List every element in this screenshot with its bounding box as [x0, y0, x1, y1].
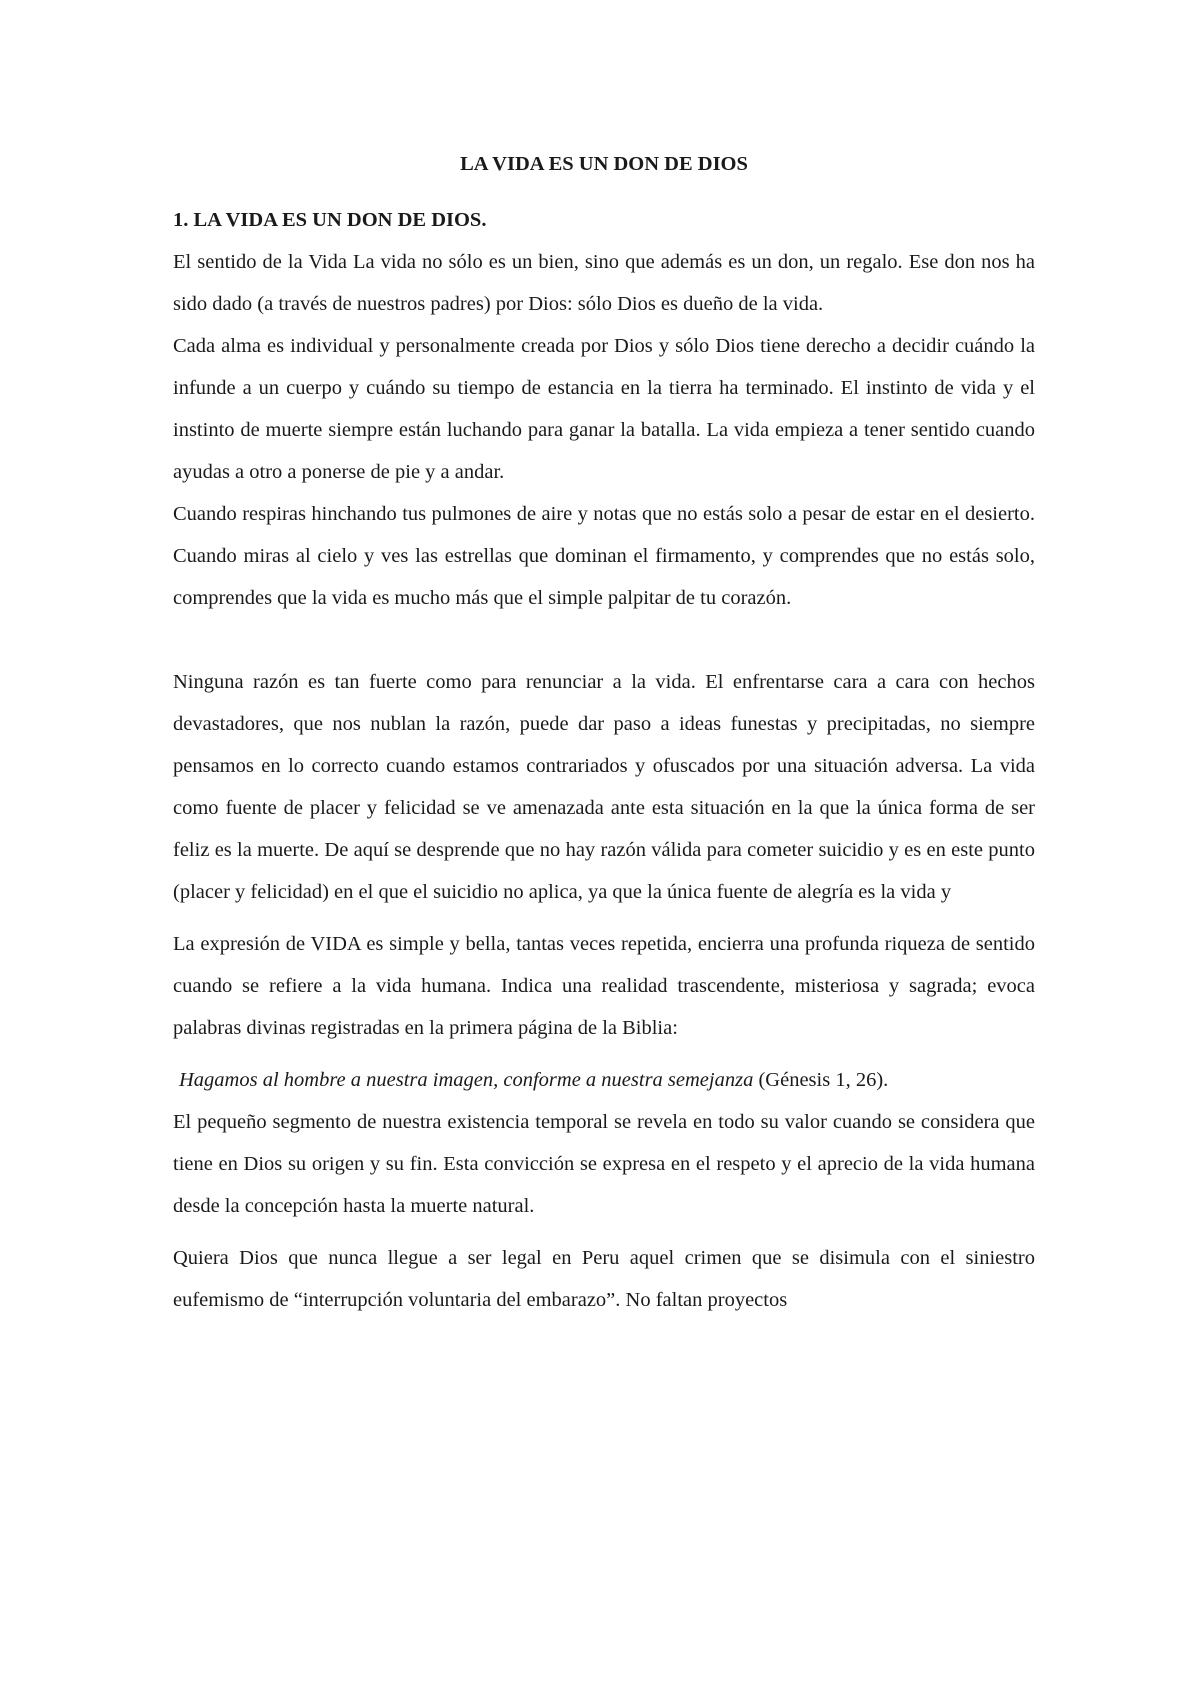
- paragraph-spacer: [173, 619, 1035, 661]
- paragraph-spacer: [173, 1049, 1035, 1059]
- paragraph-genesis-quote: [173, 1059, 1035, 1101]
- page-title: LA VIDA ES UN DON DE DIOS: [460, 153, 748, 175]
- genesis-reference: (Génesis 1, 26).: [753, 1069, 889, 1091]
- section-heading: 1. LA VIDA ES UN DON DE DIOS.: [173, 209, 487, 231]
- paragraph-sentido-de-la-vida: El sentido de la Vida La vida no sólo es un bien, sino que además es un don, un regalo. Ese don nos ha sido dado (a través de nuestros padres) por Dios: sólo Dios es dueño de la vida.: [173, 251, 1035, 315]
- genesis-quote: Hagamos al hombre a nuestra imagen, conforme a nuestra semejanza: [179, 1069, 754, 1091]
- paragraph-spacer: [173, 913, 1035, 923]
- paragraph-ninguna-razon: Ninguna razón es tan fuerte como para renunciar a la vida. El enfrentarse cara a cara con hechos devastadores, que nos nublan la razón, puede dar paso a ideas funestas y precipitadas, no siempre pensamos en lo correcto cuando estamos contrariados y ofuscados por una situación adversa. La vida como fuente de placer y felicidad se ve amenazada ante esta situación en la que la única forma de ser feliz es la muerte. De aquí se desprende que no hay razón válida para cometer suicidio y es en este punto (placer y felicidad) en el que el suicidio no aplica, ya que la única fuente de alegría es la vida y: [173, 671, 1035, 903]
- paragraph-expresion-de-vida: La expresión de VIDA es simple y bella, tantas veces repetida, encierra una profunda riqueza de sentido cuando se refiere a la vida humana. Indica una realidad trascendente, misteriosa y sagrada; evoca palabras divinas registradas en la primera página de la Biblia:: [173, 933, 1035, 1039]
- paragraph-cada-alma: Cada alma es individual y personalmente creada por Dios y sólo Dios tiene derecho a decidir cuándo la infunde a un cuerpo y cuándo su tiempo de estancia en la tierra ha terminado. El instinto de vida y el instinto de muerte siempre están luchando para ganar la batalla. La vida empieza a tener sentido cuando ayudas a otro a ponerse de pie y a andar.: [173, 335, 1035, 483]
- document-body: [173, 143, 1035, 1321]
- paragraph-spacer: [173, 1227, 1035, 1237]
- paragraph-quiera-dios: Quiera Dios que nunca llegue a ser legal en Peru aquel crimen que se disimula con el siniestro eufemismo de “interrupción voluntaria del embarazo”. No faltan proyectos: [173, 1247, 1035, 1311]
- paragraph-cuando-respiras: Cuando respiras hinchando tus pulmones de aire y notas que no estás solo a pesar de estar en el desierto. Cuando miras al cielo y ves las estrellas que dominan el firmamento, y comprendes que no estás solo, comprendes que la vida es mucho más que el simple palpitar de tu corazón.: [173, 503, 1035, 609]
- paragraph-pequeno-segmento: El pequeño segmento de nuestra existencia temporal se revela en todo su valor cuando se considera que tiene en Dios su origen y su fin. Esta convicción se expresa en el respeto y el aprecio de la vida humana desde la concepción hasta la muerte natural.: [173, 1111, 1035, 1217]
